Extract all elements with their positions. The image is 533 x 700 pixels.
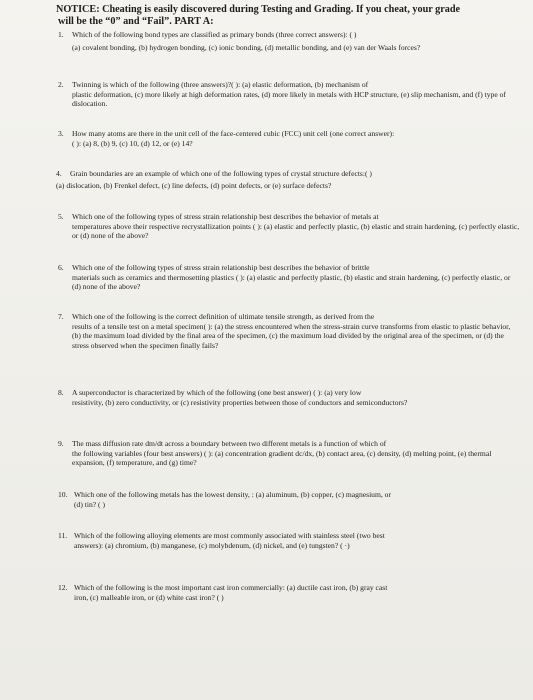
question-1 — [58, 30, 520, 52]
question-options: results of a tensile test on a metal specimen( ): (a) the stress encountered when the stress-strain curve transforms from elastic to plastic behavior, (b) the maximum load divided by the final area of the specimen, (c) the maximum load divided by the original area of the specimen, or (d) the stress observed when the specimen finally fails? — [72, 321, 511, 350]
question-number: 4. — [56, 169, 62, 178]
question-number: 8. — [58, 388, 64, 397]
question-stem: Which one of the following metals has the lowest density, : (a) aluminum, (b) copper, (c) magnesium, or — [74, 490, 392, 499]
question-6 — [58, 263, 520, 292]
question-options: resistivity, (b) zero conductivity, or (c) resistivity properties between those of conductors and semiconductors? — [72, 397, 408, 407]
question-options: (d) tin? ( ) — [74, 499, 105, 509]
question-stem: Which one of the following types of stress strain relationship best describes the behavior of metals at — [72, 212, 379, 221]
question-number: 5. — [58, 212, 64, 221]
question-stem: Which of the following bond types are classified as primary bonds (three correct answers): ( ) — [72, 30, 357, 39]
question-stem: Twinning is which of the following (three answers)?( ): (a) elastic deformation, (b) mechanism of — [72, 80, 369, 89]
question-9 — [58, 439, 520, 468]
question-3 — [58, 129, 520, 148]
notice-line-2: will be the “0” and “Fail”. PART A: — [58, 16, 214, 27]
question-number: 2. — [58, 80, 64, 89]
question-number: 6. — [58, 263, 64, 272]
question-stem: Grain boundaries are an example of which one of the following types of crystal structure defects:( ) — [70, 169, 372, 178]
cheating-notice — [56, 4, 518, 28]
question-number: 7. — [58, 312, 64, 321]
question-options: materials such as ceramics and thermosetting plastics ( ): (a) elastic and perfectly plastic, (b) elastic and strain hardening, (c) perfectly elastic, or (d) none of the above? — [72, 272, 511, 292]
question-8 — [58, 388, 520, 407]
question-number: 9. — [58, 439, 64, 448]
question-number: 10. — [58, 490, 68, 499]
question-options: the following variables (four best answers) ( ): (a) concentration gradient dc/dx, (b) contact area, (c) density, (d) melting point, (e) thermal expansion, (f) temperature, and (g) time? — [72, 448, 492, 468]
question-options: ( ): (a) 8, (b) 9, (c) 10, (d) 12, or (e) 14? — [72, 138, 193, 148]
question-stem: A superconductor is characterized by which of the following (one best answer) ( ): (a) very low — [72, 388, 362, 397]
question-stem: Which one of the following is the correct definition of ultimate tensile strength, as derived from the — [72, 312, 375, 321]
question-stem: Which one of the following types of stress strain relationship best describes the behavior of brittle — [72, 263, 370, 272]
question-number: 12. — [58, 583, 68, 592]
question-options: plastic deformation, (c) more likely at high deformation rates, (d) more likely in metals with HCP structure, (e) slip mechanism, and (f) type of dislocation. — [72, 89, 506, 109]
question-number: 1. — [58, 30, 64, 39]
question-number: 11. — [58, 531, 68, 540]
question-number: 3. — [58, 129, 64, 138]
question-stem: How many atoms are there in the unit cell of the face-centered cubic (FCC) unit cell (one correct answer): — [72, 129, 395, 138]
notice-line-1: NOTICE: Cheating is easily discovered during Testing and Grading. If you cheat, your grade — [56, 4, 461, 15]
question-2 — [58, 80, 520, 109]
question-options: iron, (c) malleable iron, or (d) white cast iron? ( ) — [74, 592, 224, 602]
question-4 — [56, 169, 518, 190]
question-5 — [58, 212, 520, 241]
question-12 — [58, 583, 520, 602]
question-options: answers): (a) chromium, (b) manganese, (c) molybdenum, (d) nickel, and (e) tungsten? ( ·) — [74, 540, 350, 550]
question-stem: Which of the following is the most important cast iron commercially: (a) ductile cast iron, (b) gray cast — [74, 583, 388, 592]
question-7 — [58, 312, 520, 350]
question-options: (a) covalent bonding, (b) hydrogen bonding, (c) ionic bonding, (d) metallic bonding, and (e) van der Waals forces? — [72, 42, 421, 52]
question-options: (a) dislocation, (b) Frenkel defect, (c) line defects, (d) point defects, or (e) surface defects? — [56, 180, 332, 190]
question-10 — [58, 490, 520, 509]
question-stem: Which of the following alloying elements are most commonly associated with stainless steel (two best — [74, 531, 385, 540]
question-options: temperatures above their respective recrystallization points ( ): (a) elastic and perfectly plastic, (b) elastic and strain hardening, (c) perfectly elastic, or (d) none of the above? — [72, 221, 520, 241]
question-stem: The mass diffusion rate dm/dt across a boundary between two different metals is a function of which of — [72, 439, 387, 448]
question-11 — [58, 531, 520, 550]
